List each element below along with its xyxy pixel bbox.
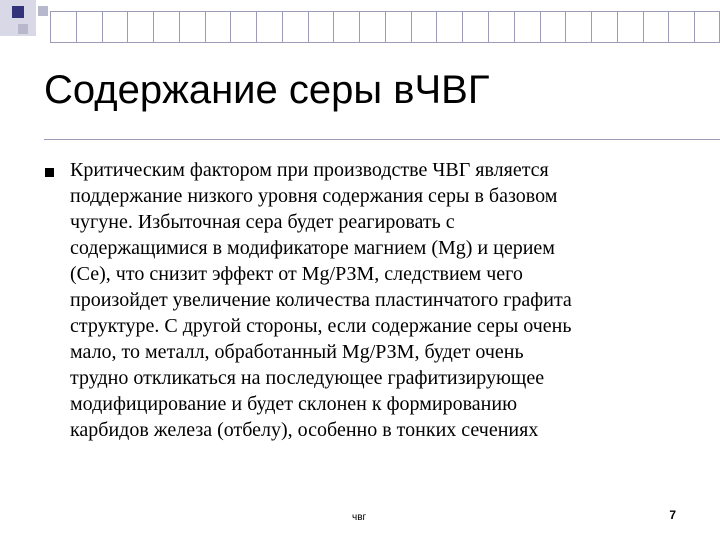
grid-cell <box>256 11 282 43</box>
grid-cell <box>436 11 462 43</box>
body-line: трудно откликаться на последующее графитизирующее <box>70 367 545 389</box>
grid-cell <box>385 11 411 43</box>
grid-cell <box>591 11 617 43</box>
grid-cell <box>411 11 437 43</box>
title-divider <box>44 139 720 140</box>
page-number: 7 <box>669 508 676 522</box>
footer-label: чвг <box>352 512 367 523</box>
grid-cell <box>50 11 76 43</box>
grid-cell <box>540 11 566 43</box>
deco-square-small <box>38 6 48 16</box>
body-line: мало, то металл, обработанный Mg/РЗМ, будет очень <box>70 341 524 363</box>
bullet-square-icon <box>45 168 54 177</box>
slide-title: Содержание серы вЧВГ <box>44 68 490 112</box>
body-line: карбидов железа (отбелу), особенно в тонких сечениях <box>70 419 539 441</box>
grid-cell <box>230 11 256 43</box>
grid-cell <box>76 11 102 43</box>
grid-cell <box>488 11 514 43</box>
grid-cell <box>514 11 540 43</box>
grid-cell <box>205 11 231 43</box>
grid-cell <box>462 11 488 43</box>
bullet-text <box>70 157 685 443</box>
grid-cell <box>153 11 179 43</box>
body-line: произойдет увеличение количества пластинчатого графита <box>70 289 572 311</box>
deco-square-dark <box>12 6 24 18</box>
grid-cell <box>565 11 591 43</box>
body-line: поддержание низкого уровня содержания серы в базовом <box>70 185 558 207</box>
body-line: Критическим фактором при производстве ЧВГ является <box>70 159 549 181</box>
body-line: чугуне. Избыточная сера будет реагировать с <box>70 211 455 233</box>
grid-cell <box>308 11 334 43</box>
grid-cell <box>359 11 385 43</box>
top-grid-strip <box>50 11 720 43</box>
body-line: модифицирование и будет склонен к формированию <box>70 393 518 415</box>
grid-cell <box>643 11 669 43</box>
body-line: содержащимися в модификаторе магнием (Mg) и церием <box>70 237 555 259</box>
grid-cell <box>179 11 205 43</box>
body-line: (Се), что снизит эффект от Mg/РЗМ, следствием чего <box>70 263 523 285</box>
body-line: структуре. С другой стороны, если содержание серы очень <box>70 315 572 337</box>
deco-square-small <box>18 24 28 34</box>
grid-cell <box>333 11 359 43</box>
grid-cell <box>668 11 694 43</box>
grid-cell <box>102 11 128 43</box>
grid-cell <box>127 11 153 43</box>
grid-cell <box>282 11 308 43</box>
grid-cell <box>694 11 720 43</box>
grid-cell <box>617 11 643 43</box>
